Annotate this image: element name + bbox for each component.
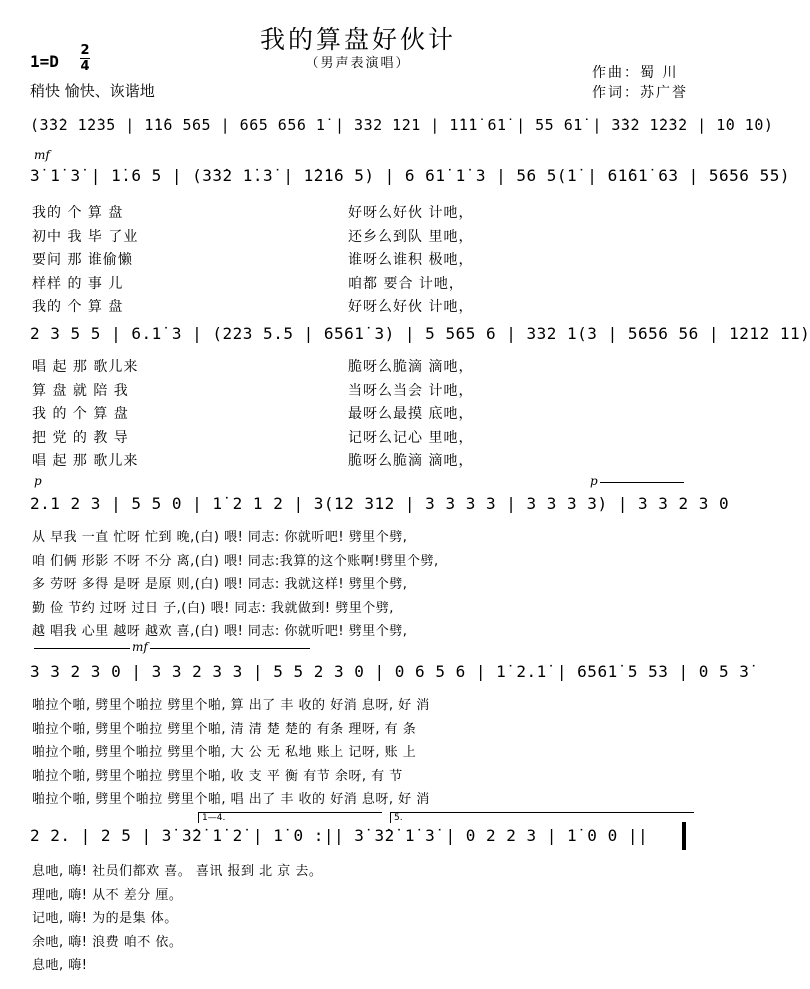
lyric-line: 余吔, 嗨! 浪费 咱不 依。 [32,934,183,950]
lyric-line: 把 党 的 教 导 [32,429,129,446]
lyric-line: 好呀么好伙 计吔， [348,299,474,315]
dynamic-mf-row-2: mf [34,148,50,162]
lyric-line: 多 劳呀 多得 是呀 是原 则,(白) 喂! 同志: 我就这样! 劈里个劈, [32,577,408,592]
crescendo-line-3 [150,648,310,649]
lyric-line: 谁呀么谁积 极吔， [348,252,474,268]
dynamic-p-row-4: p [34,474,42,488]
music-row-2: 3̇ 1̇ 3̇ | 1̇.6 5 | (3̇3̇2 1̇.3̇ | 1̇2̇1̇6 5) | 6 61̇ 1̇ 3 | 56 5(1̇ | 61̇61̇ 63 | 5656 55) [30,166,790,185]
lyric-line: 啪拉个啪, 劈里个啪拉 劈里个啪, 算 出了 丰 收的 好消 息呀, 好 消 [32,698,430,713]
lyric-line: 越 唱我 心里 越呀 越欢 喜,(白) 喂! 同志: 你就听吧! 劈里个劈, [32,624,408,639]
time-signature-bottom: 4 [80,59,90,74]
music-row-6: 2 2. | 2 5 | 3̇ 3̇2̇ 1̇ 2̇ | 1̇ 0 :|| 3̇ 3̇2̇ 1̇ 3̇ | 0 2 2 3 | 1̇ 0 0 || [30,826,649,845]
lyric-line: 唱 起 那 歌儿来 [32,453,139,469]
lyrics-row-5 [32,694,430,812]
dynamic-mf-row-5: mf [132,640,148,654]
volta-2-label: 5. [394,813,403,823]
crescendo-line-2 [34,648,130,649]
lyric-line: 要问 那 谁偷懒 [32,252,133,268]
lyric-line: 啪拉个啪, 劈里个啪拉 劈里个啪, 唱 出了 丰 收的 好消 息呀, 好 消 [32,792,430,807]
lyric-line: 我的 个 算 盘 [32,299,124,315]
lyric-line: 当呀么当会 计吔， [348,382,474,399]
lyric-line: 我的 个 算 盘 [32,205,124,221]
music-row-4: 2.1 2 3 | 5 5 0 | 1̇ 2 1 2 | 3(12 312 | 3 3 3 3 | 3 3 3 3) | 3 3 2 3 0 [30,494,730,513]
lyric-line: 好呀么好伙 计吔， [348,205,474,221]
lyricist-credit: 作词：苏广誉 [592,85,688,101]
song-title: 我的算盘好伙计 [259,25,456,54]
volta-2 [390,812,694,823]
lyric-line: 勤 俭 节约 过呀 过日 子,(白) 喂! 同志: 我就做到! 劈里个劈, [32,600,394,616]
lyric-line: 咱 们俩 形影 不呀 不分 离,(白) 喂! 同志:我算的这个账啊!劈里个劈, [32,553,439,569]
music-row-3: 2 3 5 5 | 6.1̇ 3 | (223 5.5 | 6561̇ 3) | 5 565 6 | 332 1(3 | 5656 56 | 1212 11) [30,324,810,343]
lyric-line: 样样 的 事 儿 [32,275,124,292]
lyric-line: 啪拉个啪, 劈里个啪拉 劈里个啪, 大 公 无 私地 账上 记呀, 账 上 [32,745,417,760]
crescendo-line [600,482,684,483]
time-signature [80,44,90,73]
lyric-line: 脆呀么脆滴 滴吔， [348,453,474,469]
tempo-marking: 稍快 愉快、诙谐地 [30,82,155,100]
lyric-line: 啪拉个啪, 劈里个啪拉 劈里个啪, 清 清 楚 楚的 有条 理呀, 有 条 [32,721,417,737]
song-subtitle: （男声表演唱） [305,56,411,71]
lyric-line: 唱 起 那 歌儿来 [32,359,139,375]
lyric-line: 记吔, 嗨! 为的是集 体。 [32,911,178,926]
lyric-line: 息吔, 嗨! 社员们都欢 喜。 喜讯 报到 北 京 去。 [32,864,323,879]
music-row-1: (3̇3̇2 1̇2̇3̇5 | 1̇1̇6 565 | 665 656 1̇ | 332 121 | 1̇1̇1̇ 61̇ | 55 61̇ | 3̇3̇2 1̇2̇3̇2 | 1̇0 1̇0) [30,116,774,134]
key-signature: 1=D [30,52,59,71]
lyric-line: 息吔, 嗨! [32,958,88,973]
lyric-line: 从 早我 一直 忙呀 忙到 晚,(白) 喂! 同志: 你就听吧! 劈里个劈, [32,530,408,545]
final-barline [682,822,686,850]
lyric-line: 初中 我 毕 了业 [32,228,139,245]
composer-credit: 作曲：蜀 川 [592,65,679,81]
volta-1-label: 1—4. [202,813,226,823]
lyrics-row-3-left [32,356,138,474]
lyric-line: 我 的 个 算 盘 [32,406,129,422]
lyric-line: 啪拉个啪, 劈里个啪拉 劈里个啪, 收 支 平 衡 有节 余呀, 有 节 [32,768,403,784]
time-signature-top: 2 [80,43,90,58]
lyrics-row-6 [32,860,322,978]
dynamic-p-row-4-right: p [590,474,598,488]
lyric-line: 咱都 要合 计吔， [348,275,464,292]
lyrics-row-2-left [32,202,138,320]
lyric-line: 记呀么记心 里吔， [348,429,474,446]
lyric-line: 理吔, 嗨! 从不 差分 厘。 [32,887,183,903]
music-row-5: 3 3 2 3 0 | 3 3 2 3 3 | 5 5 2 3 0 | 0 6 5 6 | 1̇ 2.1̇ | 6561̇ 5 53 | 0 5 3̇ [30,662,750,681]
lyric-line: 最呀么最摸 底吔， [348,406,474,422]
volta-1 [198,812,382,823]
lyrics-row-4 [32,526,439,644]
lyric-line: 算 盘 就 陪 我 [32,382,129,399]
lyrics-row-3-right [348,356,473,474]
lyric-line: 还乡么到队 里吔， [348,228,474,245]
lyrics-row-2-right [348,202,473,320]
lyric-line: 脆呀么脆滴 滴吔， [348,359,474,375]
